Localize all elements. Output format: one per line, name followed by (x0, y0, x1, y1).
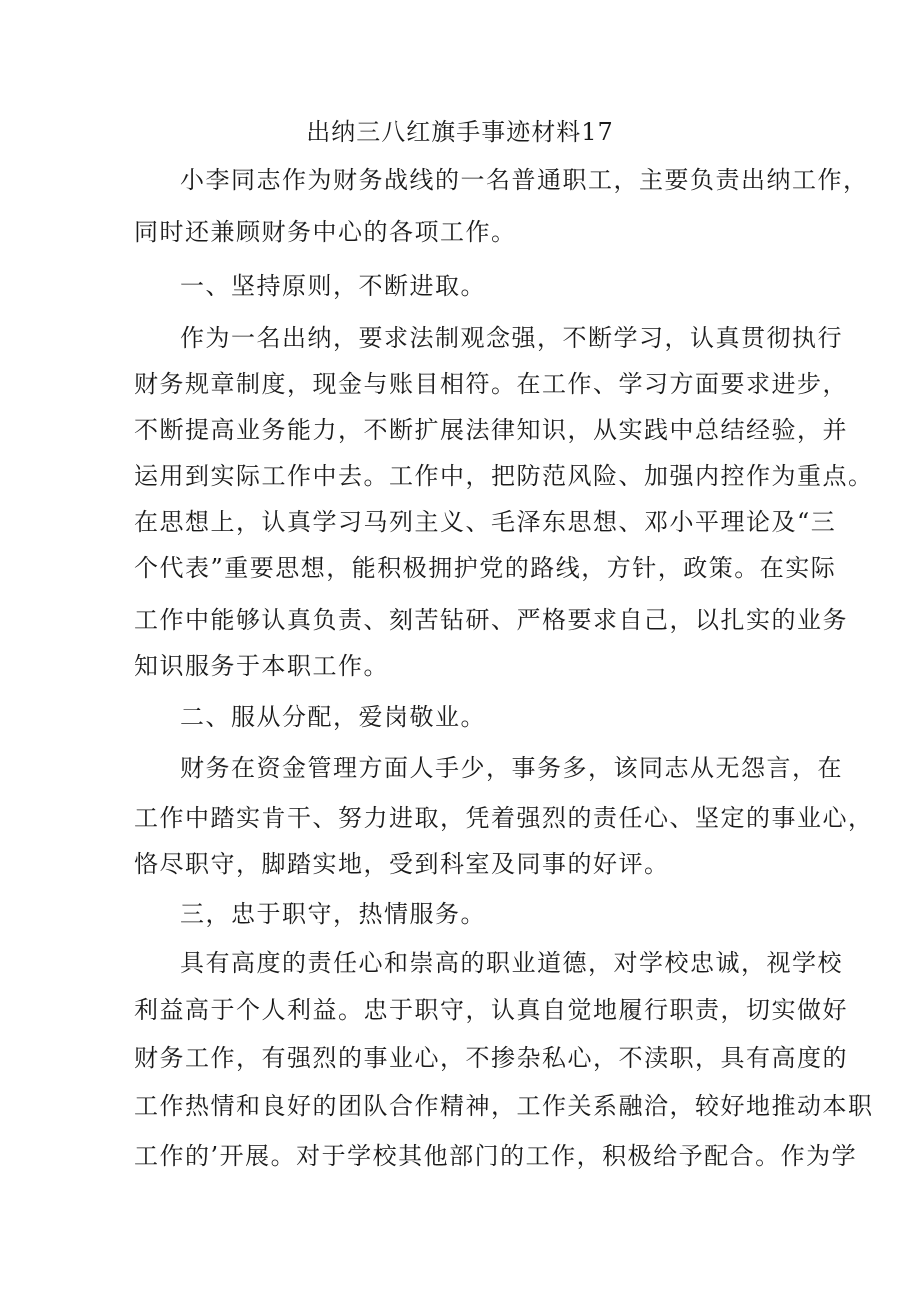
paragraph-line: 财务规章制度，现金与账目相符。在工作、学习方面要求进步， (134, 370, 848, 398)
paragraph-line: 作为一名出纳，要求法制观念强，不断学习，认真贯彻执行 (180, 324, 843, 352)
paragraph-line: 工作热情和良好的团队合作精神，工作关系融洽，较好地推动本职 (134, 1092, 874, 1120)
paragraph-line: 运用到实际工作中去。工作中，把防范风险、加强内控作为重点。 (134, 462, 874, 490)
paragraph-line: 工作中能够认真负责、刻苦钻研、严格要求自己，以扎实的业务 (134, 606, 848, 634)
paragraph-line: 工作的’开展。对于学校其他部门的工作，积极给予配合。作为学 (134, 1142, 858, 1170)
paragraph-line: 利益高于个人利益。忠于职守，认真自觉地履行职责，切实做好 (134, 996, 848, 1024)
paragraph-line: 不断提高业务能力，不断扩展法律知识，从实践中总结经验，并 (134, 416, 848, 444)
paragraph-line: 财务在资金管理方面人手少，事务多，该同志从无怨言，在 (180, 754, 843, 782)
paragraph-line: 恪尽职守，脚踏实地，受到科室及同事的好评。 (134, 850, 670, 878)
paragraph-line: 知识服务于本职工作。 (134, 652, 389, 680)
paragraph-line: 小李同志作为财务战线的一名普通职工，主要负责出纳工作， (180, 166, 869, 194)
paragraph-line: 在思想上，认真学习马列主义、毛泽东思想、邓小平理论及“三 (134, 508, 837, 536)
paragraph-line: 个代表”重要思想，能积极拥护党的路线，方针，政策。在实际 (134, 554, 837, 582)
document-title: 出纳三八红旗手事迹材料17 (306, 118, 614, 146)
paragraph-line: 财务工作，有强烈的事业心，不掺杂私心，不渎职，具有高度的 (134, 1044, 848, 1072)
paragraph-line: 具有高度的责任心和崇高的职业道德，对学校忠诚，视学校 (180, 949, 843, 977)
paragraph-line: 工作中踏实肯干、努力进取，凭着强烈的责任心、坚定的事业心， (134, 804, 874, 832)
paragraph-line: 同时还兼顾财务中心的各项工作。 (134, 218, 517, 246)
section-heading-1: 一、坚持原则，不断进取。 (180, 272, 486, 300)
section-heading-3: 三，忠于职守，热情服务。 (180, 900, 486, 928)
section-heading-2: 二、服从分配，爱岗敬业。 (180, 703, 486, 731)
